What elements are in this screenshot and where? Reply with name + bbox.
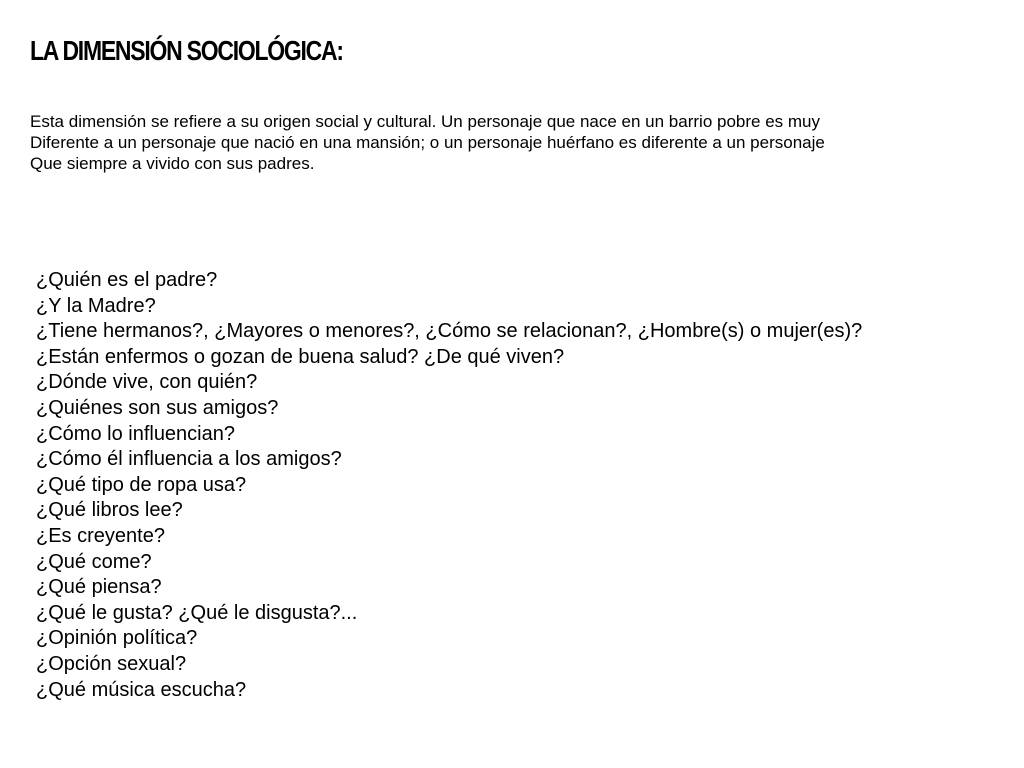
question-item: ¿Qué piensa?: [36, 576, 162, 599]
question-item: ¿Qué come?: [36, 550, 152, 573]
question-item: ¿Qué le gusta? ¿Qué le disgusta?...: [36, 601, 358, 624]
question-item: ¿Qué música escucha?: [36, 678, 247, 701]
question-item: ¿Están enfermos o gozan de buena salud? ¿De qué viven?: [36, 345, 565, 368]
question-item: ¿Qué tipo de ropa usa?: [36, 473, 247, 496]
intro-paragraph: [30, 111, 1010, 174]
question-item: ¿Qué libros lee?: [36, 499, 183, 522]
slide-title: LA DIMENSIÓN SOCIOLÓGICA:: [30, 35, 343, 66]
question-item: ¿Y la Madre?: [36, 294, 156, 317]
question-item: ¿Tiene hermanos?, ¿Mayores o menores?, ¿Cómo se relacionan?, ¿Hombre(s) o mujer(es)?: [36, 320, 863, 343]
question-item: ¿Opinión política?: [36, 627, 198, 650]
intro-line: Que siempre a vivido con sus padres.: [30, 154, 315, 173]
question-item: ¿Dónde vive, con quién?: [36, 371, 258, 394]
question-item: ¿Opción sexual?: [36, 652, 187, 675]
question-item: ¿Quién es el padre?: [36, 269, 218, 291]
intro-line: Esta dimensión se refiere a su origen social y cultural. Un personaje que nace en un barrio pobre es muy: [30, 112, 820, 131]
intro-line: Diferente a un personaje que nació en una mansión; o un personaje huérfano es diferente a un personaje: [30, 133, 825, 152]
question-item: ¿Es creyente?: [36, 524, 165, 547]
question-list: [36, 268, 862, 703]
question-item: ¿Cómo él influencia a los amigos?: [36, 448, 342, 471]
question-item: ¿Cómo lo influencian?: [36, 422, 235, 445]
question-item: ¿Quiénes son sus amigos?: [36, 396, 279, 419]
